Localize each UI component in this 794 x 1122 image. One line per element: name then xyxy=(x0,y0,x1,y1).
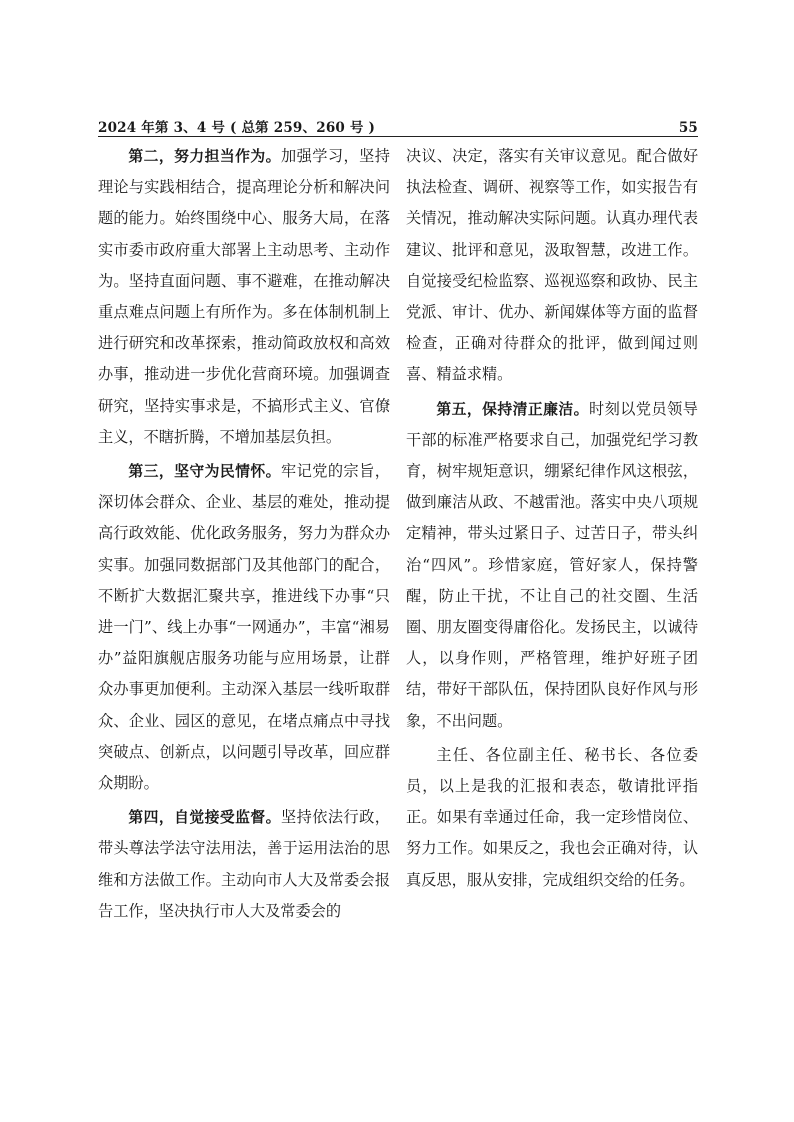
paragraph-text: 时刻以党员领导干部的标准严格要求自己，加强党纪学习教育，树牢规矩意识，绷紧纪律作风这根弦，做到廉洁从政、不越雷池。落实中央八项规定精神，带头过紧日子、过苦日子，带头纠治“四风”。珍惜家庭，管好家人，保持警醒，防止干扰，不让自己的社交圈、生活圈、朋友圈变得庸俗化。发扬民主，以诚待人，以身作则，严格管理，维护好班子团结，带好干部队伍，保持团队良好作风与形象，不出问题。 xyxy=(406,399,698,730)
paragraph-text: 主任、各位副主任、秘书长、各位委员，以上是我的汇报和表态，敬请批评指正。如果有幸通过任命，我一定珍惜岗位、努力工作。如果反之，我也会正确对待，认真反思，服从安排，完成组织交给的任务。 xyxy=(406,745,698,889)
paragraph-heading: 第五，保持清正廉洁。 xyxy=(436,400,589,418)
left-column xyxy=(98,141,390,930)
paragraph-text: 牢记党的宗旨，深切体会群众、企业、基层的难处，推动提高行政效能、优化政务服务，努力为群众办实事。加强同数据部门及其他部门的配合，不断扩大数据汇聚共享，推进线下办事“只进一门”、线上办事“一网通办”，丰富“湘易办”益阳旗舰店服务功能与应用场景，让群众办事更加便利。主动深入基层一线听取群众、企业、园区的意见，在堵点痛点中寻找突破点、创新点，以问题引导改革，回应群众期盼。 xyxy=(98,462,390,793)
paragraph-fourth xyxy=(98,802,390,927)
header-rule xyxy=(98,136,698,137)
paragraph-heading: 第三，坚守为民情怀。 xyxy=(128,463,281,481)
paragraph-fourth-continued: 决议、决定，落实有关审议意见。配合做好执法检查、调研、视察等工作，如实报告有关情况，推动解决实际问题。认真办理代表建议、批评和意见，汲取智慧，改进工作。自觉接受纪检监察、巡视巡察和政协、民主党派、审计、优办、新闻媒体等方面的监督检查，正确对待群众的批评，做到闻过则喜、精益求精。 xyxy=(406,147,698,384)
paragraph-text: 坚持依法行政，带头尊法学法守法用法，善于运用法治的思维和方法做工作。主动向市人大及常委会报告工作，坚决执行市人大及常委会的 xyxy=(98,808,390,920)
page-header xyxy=(98,114,698,136)
page-number: 55 xyxy=(678,120,698,136)
paragraph-heading: 第二，努力担当作为。 xyxy=(128,148,281,165)
issue-info: 2024 年第 3、4 号 ( 总第 259、260 号 ) xyxy=(98,120,376,136)
paragraph-fifth xyxy=(406,394,698,737)
paragraph-heading: 第四，自觉接受监督。 xyxy=(128,809,281,827)
paragraph-third xyxy=(98,456,390,799)
paragraph-text: 加强学习，坚持理论与实践相结合，提高理论分析和解决问题的能力。始终围绕中心、服务大局，在落实市委市政府重大部署上主动思考、主动作为。坚持直面问题、事不避难，在推动解决重点难点问题上有所作为。多在体制机制上进行研究和改革探索，推动简政放权和高效办事，推动进一步优化营商环境。加强调查研究，坚持实事求是，不搞形式主义、官僚主义，不瞎折腾，不增加基层负担。 xyxy=(98,147,390,446)
paragraph-closing xyxy=(406,740,698,896)
right-column xyxy=(406,141,698,899)
paragraph-second xyxy=(98,141,390,453)
